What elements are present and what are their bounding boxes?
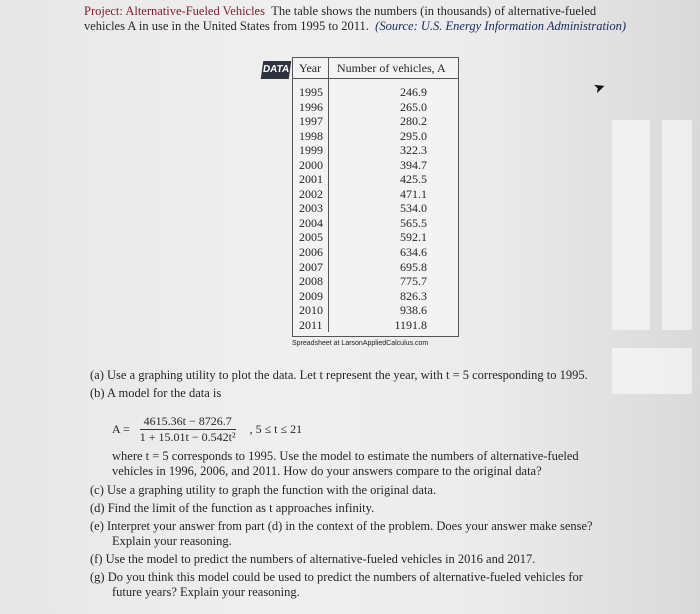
question-e-text-2: Explain your reasoning.	[112, 534, 232, 548]
table-cell-value: 246.9	[400, 85, 427, 99]
formula-domain: , 5 ≤ t ≤ 21	[249, 422, 303, 436]
header-text-1: The table shows the numbers (in thousands) of alternative-fueled	[271, 4, 597, 18]
table-cell-year: 2011	[299, 317, 323, 332]
table-cell-value: 280.2	[400, 114, 427, 129]
table-cell-value: 534.0	[400, 201, 427, 216]
table-cell-value: 634.6	[400, 245, 427, 260]
year-column-header: Year	[293, 58, 329, 78]
table-cell-value: 565.5	[400, 215, 427, 230]
formula-numerator: 4615.36t − 8726.7	[140, 414, 236, 430]
vehicles-column-header: Number of vehicles, A	[337, 61, 446, 75]
table-header	[293, 58, 458, 79]
light-glare	[612, 120, 650, 330]
table-cell-value: 775.7	[400, 274, 427, 289]
question-b: (b) A model for the data is	[90, 386, 222, 400]
table-cell-year: 2007	[299, 259, 323, 274]
question-a: (a) Use a graphing utility to plot the data. Let t represent the year, with t = 5 corresponding to 1995.	[90, 368, 588, 382]
table-cell-value: 394.7	[400, 157, 427, 172]
question-b-text-2: vehicles in 1996, 2006, and 2011. How do your answers compare to the original data?	[112, 464, 542, 478]
year-column	[293, 79, 329, 332]
table-cell-year: 2002	[299, 186, 323, 201]
data-badge: DATA	[261, 61, 292, 79]
question-f: (f) Use the model to predict the numbers of alternative-fueled vehicles in 2016 and 2017.	[90, 552, 536, 566]
vehicles-column	[329, 79, 458, 332]
table-cell-value: 826.3	[400, 288, 427, 303]
table-cell-year: 2004	[299, 215, 323, 230]
table-cell-year: 1995	[299, 85, 323, 99]
header-text-2: vehicles A in use in the United States from 1995 to 2011.	[84, 19, 369, 33]
project-title: Project: Alternative-Fueled Vehicles	[84, 4, 265, 18]
table-cell-value: 295.0	[400, 128, 427, 143]
table-cell-value: 471.1	[400, 186, 427, 201]
table-cell-value: 322.3	[400, 143, 427, 158]
question-g-text-2: future years? Explain your reasoning.	[112, 585, 300, 599]
table-cell-year: 1998	[299, 128, 323, 143]
source-citation: (Source: U.S. Energy Information Administration)	[375, 19, 627, 33]
table-cell-year: 2001	[299, 172, 323, 187]
model-formula	[112, 414, 302, 445]
mouse-cursor-icon: ➤	[591, 79, 608, 98]
table-cell-year: 1999	[299, 143, 323, 158]
table-cell-year: 2008	[299, 274, 323, 289]
table-cell-year: 2003	[299, 201, 323, 216]
formula-denominator: 1 + 15.01t − 0.542t²	[139, 430, 236, 444]
table-cell-value: 425.5	[400, 172, 427, 187]
table-cell-value: 695.8	[400, 259, 427, 274]
question-b-text-1: where t = 5 corresponds to 1995. Use the model to estimate the numbers of alternative-fueled	[112, 449, 579, 463]
problem-header	[84, 4, 644, 34]
question-e: (e) Interpret your answer from part (d) in the context of the problem. Does your answer make sense?	[90, 519, 593, 533]
table-cell-value: 938.6	[400, 303, 427, 318]
table-cell-year: 1997	[299, 114, 323, 129]
table-cell-value: 265.0	[400, 99, 427, 114]
table-cell-year: 2000	[299, 157, 323, 172]
spreadsheet-note: Spreadsheet at LarsonAppliedCalculus.com	[292, 340, 429, 347]
question-d: (d) Find the limit of the function as t approaches infinity.	[90, 501, 375, 515]
table-cell-year: 1996	[299, 99, 323, 114]
table-cell-year: 2009	[299, 288, 323, 303]
table-cell-year: 2010	[299, 303, 323, 318]
data-table	[292, 57, 459, 337]
light-glare	[612, 348, 692, 394]
light-glare	[662, 120, 692, 330]
formula-lhs: A =	[112, 422, 130, 436]
table-cell-year: 2005	[299, 230, 323, 245]
table-cell-value: 1191.8	[394, 317, 427, 332]
question-c: (c) Use a graphing utility to graph the function with the original data.	[90, 483, 437, 497]
formula-fraction	[136, 414, 240, 445]
table-cell-value: 592.1	[400, 230, 427, 245]
table-cell-year: 2006	[299, 245, 323, 260]
question-g: (g) Do you think this model could be used to predict the numbers of alternative-fueled vehicles for	[90, 570, 583, 584]
